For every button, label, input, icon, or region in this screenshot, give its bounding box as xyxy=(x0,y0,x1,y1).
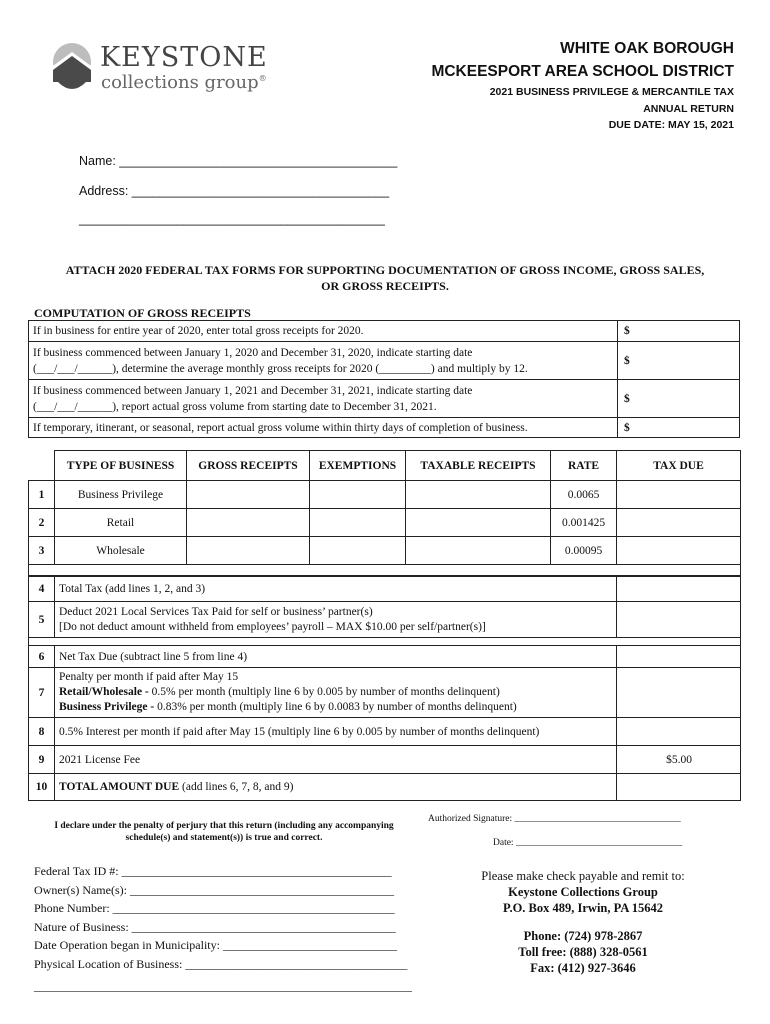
summary-row-7 xyxy=(29,668,741,718)
attach-notice xyxy=(30,262,740,294)
federal-tax-id-field[interactable]: Federal Tax ID #: _____________________________________________ xyxy=(34,864,392,878)
computation-desc xyxy=(29,321,618,342)
line-text-1: Deduct 2021 Local Services Tax Paid for self or business’ partner(s) xyxy=(59,605,373,618)
business-privilege-text: 0.83% per month (multiply line 6 by 0.0083 by number of months delinquent) xyxy=(154,701,517,713)
business-type: Retail xyxy=(55,509,187,537)
summary-row-4 xyxy=(29,576,741,602)
line-number: 9 xyxy=(29,746,55,774)
remit-block xyxy=(458,868,708,976)
business-type: Wholesale xyxy=(55,537,187,565)
physical-location-field[interactable]: Physical Location of Business: _____________________________________ xyxy=(34,956,408,971)
declaration-line1: I declare under the penalty of perjury that this return (including any accompanying xyxy=(54,821,394,831)
business-info xyxy=(34,862,412,995)
line-number: 7 xyxy=(29,668,55,718)
computation-text: (___/___/______), report actual gross volume from starting date to December 31, 2021. xyxy=(33,400,437,413)
remit-address: P.O. Box 489, Irwin, PA 15642 xyxy=(502,901,664,915)
computation-amount[interactable]: $ xyxy=(618,342,740,380)
summary-row-9 xyxy=(29,746,741,774)
header-tax-due: TAX DUE xyxy=(617,451,741,481)
computation-text: If temporary, itinerant, or seasonal, report actual gross volume within thirty days of completion of business. xyxy=(33,421,528,434)
logo-name: KEYSTONE xyxy=(100,42,268,73)
line-number: 5 xyxy=(29,602,55,638)
header-district: MCKEESPORT AREA SCHOOL DISTRICT xyxy=(431,63,734,80)
line-amount-input[interactable] xyxy=(617,602,741,638)
line-number: 4 xyxy=(29,576,55,602)
summary-row-10 xyxy=(29,774,741,801)
gross-receipts-input[interactable] xyxy=(187,537,310,565)
line-number: 8 xyxy=(29,718,55,746)
line-text xyxy=(55,774,617,801)
computation-desc xyxy=(29,380,618,418)
total-amount-input[interactable] xyxy=(617,774,741,801)
header-num-cell xyxy=(29,451,55,481)
line-amount-input[interactable] xyxy=(617,646,741,668)
computation-title: COMPUTATION OF GROSS RECEIPTS xyxy=(34,306,251,320)
rate-value: 0.001425 xyxy=(551,509,617,537)
line-text xyxy=(55,602,617,638)
line-number: 2 xyxy=(29,509,55,537)
remit-fax: Fax: (412) 927-3646 xyxy=(530,961,636,975)
line-text-2: [Do not deduct amount withheld from employees’ payroll – MAX $10.00 per self/partner(s)] xyxy=(59,620,486,633)
line-text-1: Penalty per month if paid after May 15 xyxy=(59,671,239,683)
remit-tollfree: Toll free: (888) 328-0561 xyxy=(518,945,648,959)
line-text xyxy=(55,668,617,718)
gross-receipts-input[interactable] xyxy=(187,481,310,509)
remit-company: Keystone Collections Group xyxy=(508,885,658,899)
line-number: 10 xyxy=(29,774,55,801)
business-type: Business Privilege xyxy=(55,481,187,509)
computation-row xyxy=(29,342,740,380)
retail-wholesale-text: 0.5% per month (multiply line 6 by 0.005 by number of months delinquent) xyxy=(148,686,500,698)
rate-value: 0.0065 xyxy=(551,481,617,509)
computation-desc xyxy=(29,418,618,438)
gross-receipts-input[interactable] xyxy=(187,509,310,537)
tax-table xyxy=(28,450,741,577)
authorized-signature-field[interactable]: Authorized Signature: ___________________________________ xyxy=(428,814,681,824)
attach-line1: ATTACH 2020 FEDERAL TAX FORMS FOR SUPPORTING DOCUMENTATION OF GROSS INCOME, GROSS SALES, xyxy=(65,263,705,277)
signature-date-field[interactable]: Date: ___________________________________ xyxy=(493,838,683,848)
total-text: (add lines 6, 7, 8, and 9) xyxy=(179,781,294,793)
line-text-2 xyxy=(59,685,612,700)
line-text: 0.5% Interest per month if paid after May 15 (multiply line 6 by 0.005 by number of months delinquent) xyxy=(55,718,617,746)
computation-text: If business commenced between January 1, 2020 and December 31, 2020, indicate starting date xyxy=(33,346,473,359)
business-privilege-label: Business Privilege - xyxy=(59,701,155,713)
taxable-receipts-input[interactable] xyxy=(406,509,551,537)
table-row xyxy=(29,509,741,537)
tax-due-input[interactable] xyxy=(617,509,741,537)
header-tax-title: 2021 BUSINESS PRIVILEGE & MERCANTILE TAX xyxy=(489,86,734,98)
logo-reg: ® xyxy=(258,74,267,83)
header-due-date: DUE DATE: MAY 15, 2021 xyxy=(608,119,734,131)
computation-text: If in business for entire year of 2020, enter total gross receipts for 2020. xyxy=(33,325,364,337)
address-field[interactable]: Address: _____________________________________ xyxy=(79,184,390,198)
nature-of-business-field[interactable]: Nature of Business: ____________________________________________ xyxy=(34,919,396,934)
summary-row-8 xyxy=(29,718,741,746)
computation-row xyxy=(29,418,740,438)
tax-table-header xyxy=(29,451,741,481)
owner-name-field[interactable]: Owner(s) Name(s): ____________________________________________ xyxy=(34,882,394,897)
spacer-cell xyxy=(55,638,741,646)
tax-due-input[interactable] xyxy=(617,537,741,565)
computation-text: If business commenced between January 1, 2021 and December 31, 2021, indicate starting date xyxy=(33,384,473,397)
header-taxable: TAXABLE RECEIPTS xyxy=(406,451,551,481)
keystone-logo-icon xyxy=(52,42,92,94)
declaration xyxy=(34,820,414,844)
summary-row-6 xyxy=(29,646,741,668)
license-fee-amount: $5.00 xyxy=(617,746,741,774)
line-number: 1 xyxy=(29,481,55,509)
total-label: TOTAL AMOUNT DUE xyxy=(59,781,180,793)
header-exemptions: EXEMPTIONS xyxy=(310,451,406,481)
computation-row xyxy=(29,380,740,418)
header-type: TYPE OF BUSINESS xyxy=(55,451,187,481)
line-text: 2021 License Fee xyxy=(55,746,617,774)
retail-wholesale-label: Retail/Wholesale - xyxy=(59,686,149,698)
line-text-3 xyxy=(59,700,612,715)
line-number: 3 xyxy=(29,537,55,565)
line-amount-input[interactable] xyxy=(617,718,741,746)
header-borough: WHITE OAK BOROUGH xyxy=(560,40,734,57)
keystone-logo xyxy=(52,42,272,98)
tax-due-input[interactable] xyxy=(617,481,741,509)
taxable-receipts-input[interactable] xyxy=(406,537,551,565)
address-line2-field[interactable]: ____________________________________________ xyxy=(79,212,385,226)
date-operation-field[interactable]: Date Operation began in Municipality: _____________________________ xyxy=(34,938,397,953)
summary-row-5 xyxy=(29,602,741,638)
line-number: 6 xyxy=(29,646,55,668)
name-field[interactable]: Name: ________________________________________ xyxy=(79,154,398,168)
table-row xyxy=(29,537,741,565)
computation-text: (___/___/______), determine the average monthly gross receipts for 2020 (_________) and multiply by 12. xyxy=(33,362,528,375)
remit-instruction: Please make check payable and remit to: xyxy=(481,869,685,883)
summary-table xyxy=(28,575,741,801)
exemptions-input[interactable] xyxy=(310,509,406,537)
attach-line2: OR GROSS RECEIPTS. xyxy=(321,279,449,293)
logo-sub: collections group xyxy=(101,72,259,93)
computation-amount[interactable]: $ xyxy=(618,380,740,418)
exemptions-input[interactable] xyxy=(310,537,406,565)
line-text: Net Tax Due (subtract line 5 from line 4) xyxy=(55,646,617,668)
remit-phone: Phone: (724) 978-2867 xyxy=(523,929,643,943)
line-text: Total Tax (add lines 1, 2, and 3) xyxy=(55,576,617,602)
summary-spacer xyxy=(29,638,741,646)
computation-row xyxy=(29,321,740,342)
computation-amount[interactable]: $ xyxy=(618,418,740,438)
logo-subname xyxy=(101,72,267,93)
line-amount-input[interactable] xyxy=(617,668,741,718)
exemptions-input[interactable] xyxy=(310,481,406,509)
declaration-line2: schedule(s) and statement(s)) is true and correct. xyxy=(125,833,323,843)
spacer-cell xyxy=(29,638,55,646)
table-row xyxy=(29,481,741,509)
computation-table xyxy=(28,320,740,438)
taxable-receipts-input[interactable] xyxy=(406,481,551,509)
phone-number-field[interactable]: Phone Number: _______________________________________________ xyxy=(34,901,395,916)
computation-desc xyxy=(29,342,618,380)
computation-amount[interactable]: $ xyxy=(618,321,740,342)
line-amount-input[interactable] xyxy=(617,576,741,602)
rate-value: 0.00095 xyxy=(551,537,617,565)
header-rate: RATE xyxy=(551,451,617,481)
header-gross: GROSS RECEIPTS xyxy=(187,451,310,481)
physical-location-line2-field[interactable]: _______________________________________________________________ xyxy=(34,978,412,993)
header-return-type: ANNUAL RETURN xyxy=(643,103,734,115)
